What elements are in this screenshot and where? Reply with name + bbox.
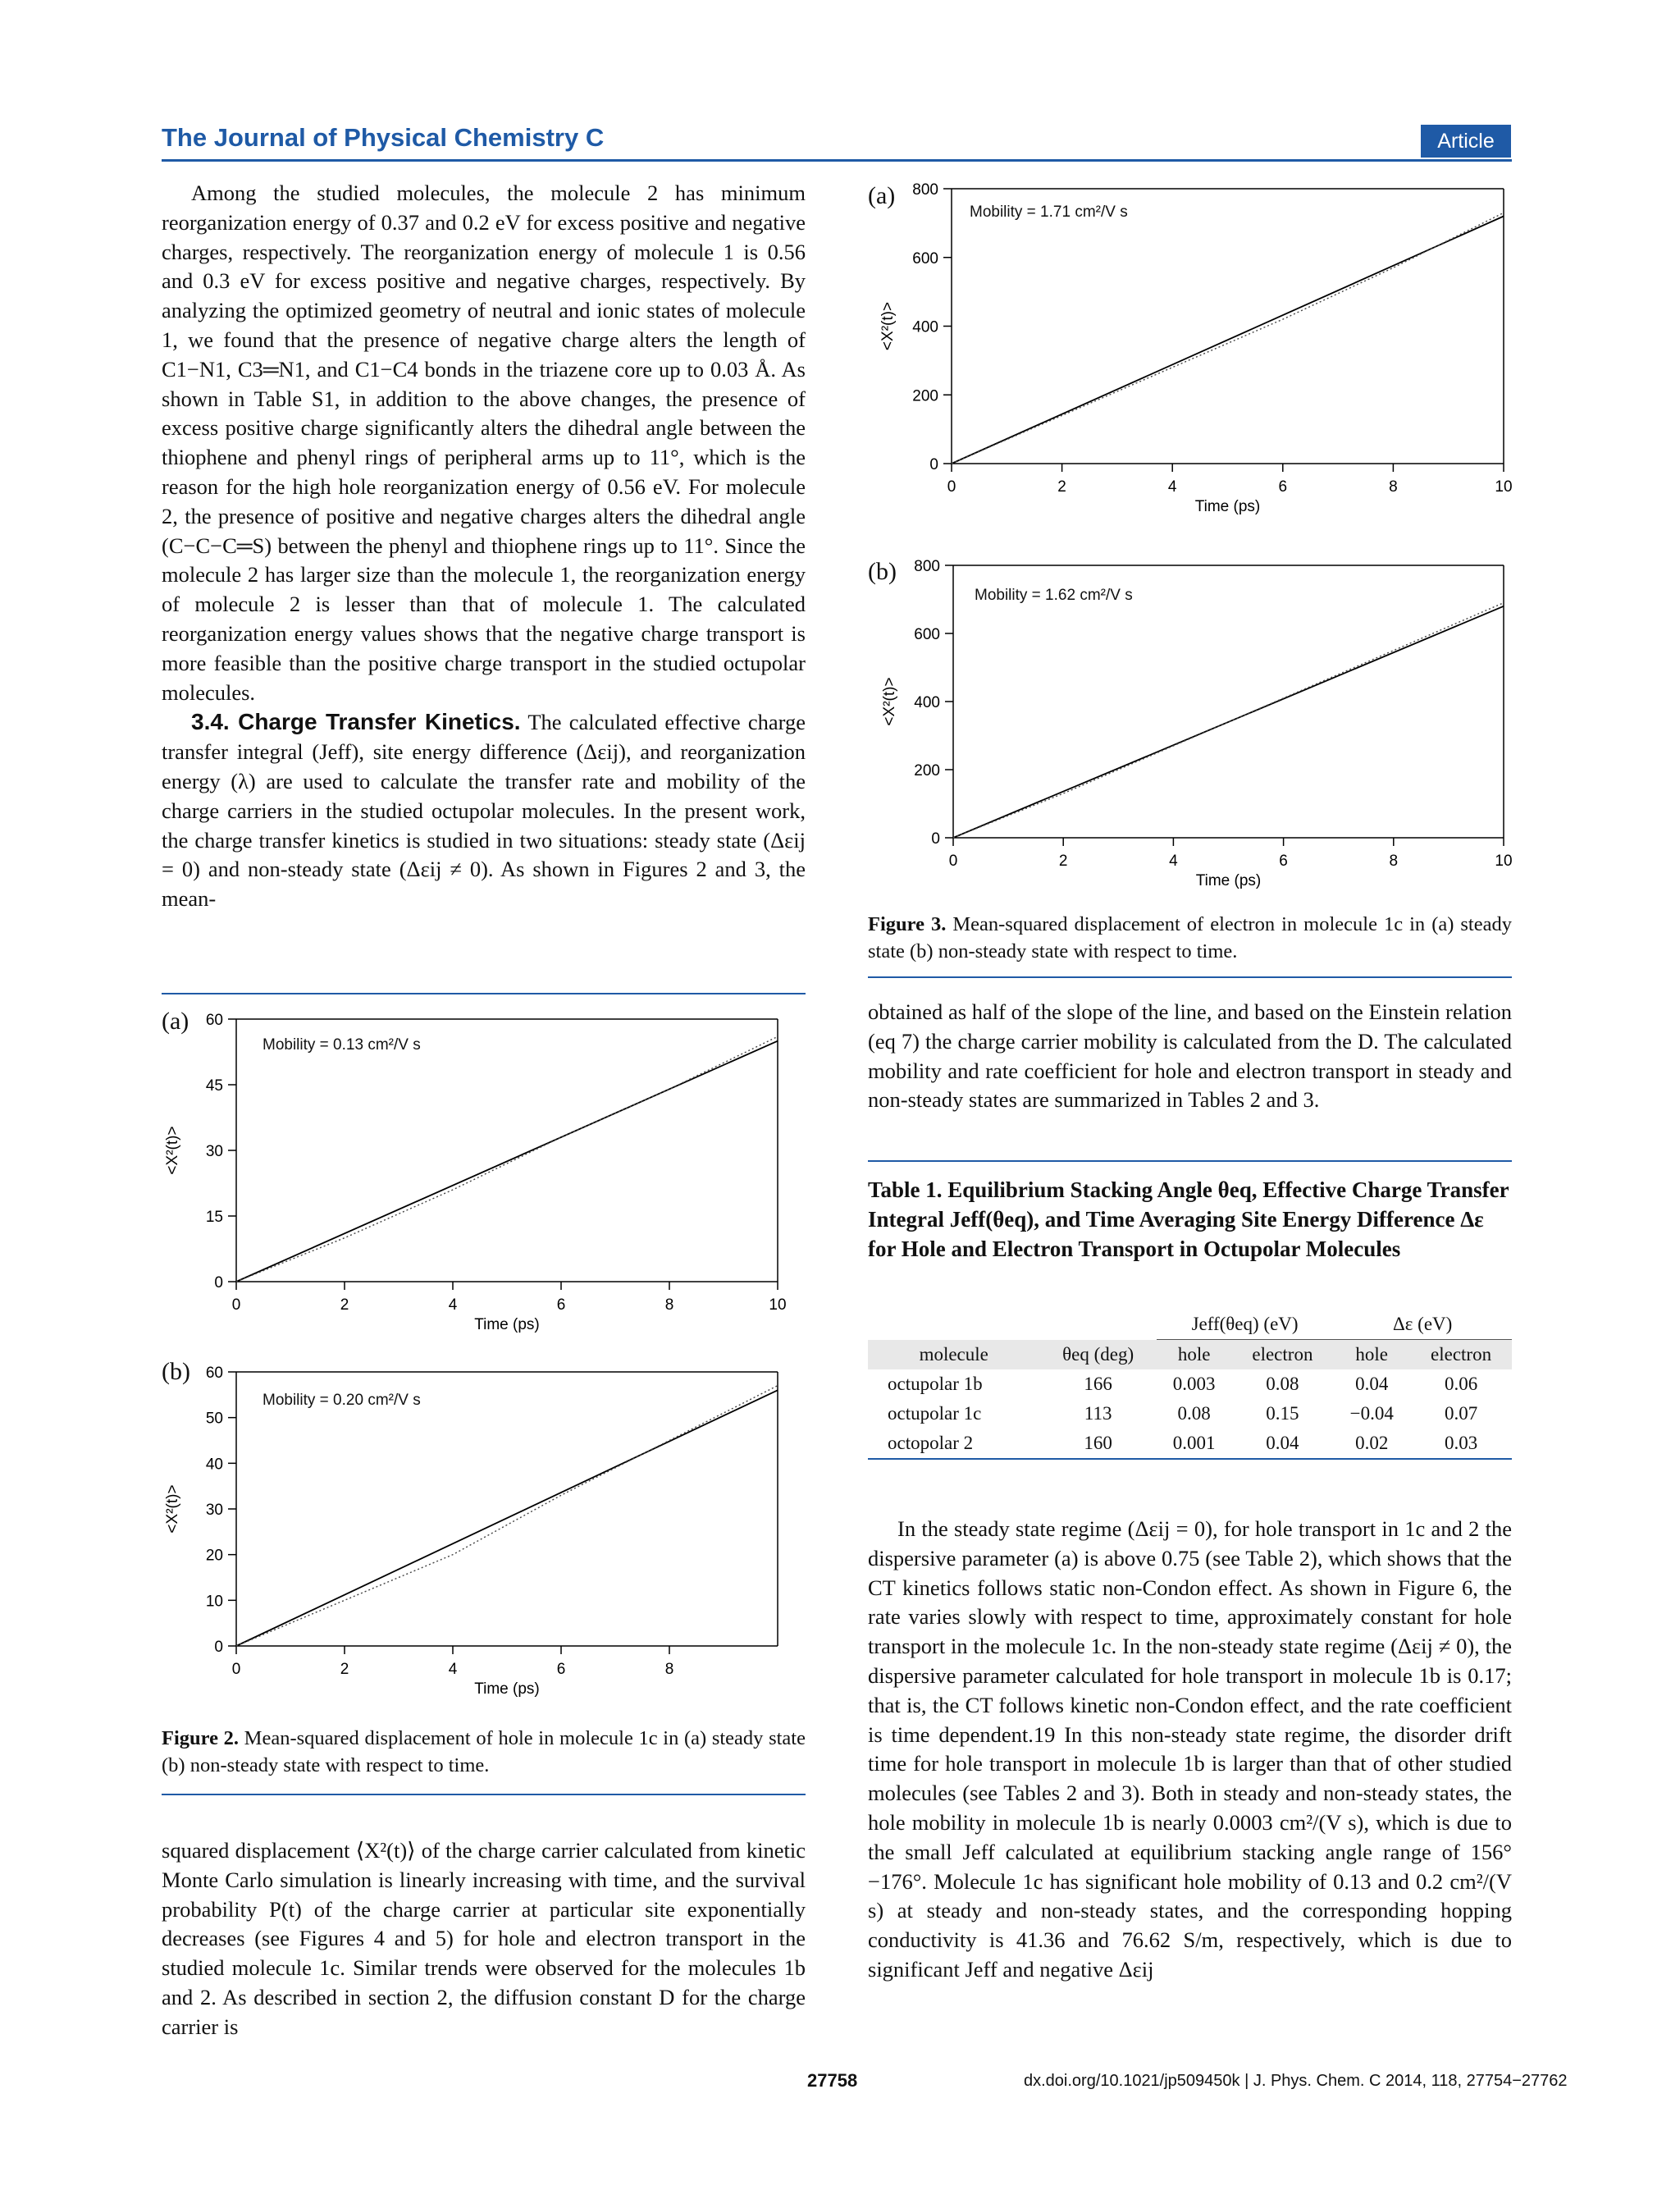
cell-theta: 166 [1084,1374,1112,1394]
page-number: 27758 [807,2070,858,2091]
table-row [868,1369,1512,1399]
x-tick-label: 6 [1278,478,1288,496]
fig3a-label: (a) [868,182,896,209]
x-tick-label: 4 [448,1661,458,1678]
cell-delec: 0.06 [1444,1374,1478,1394]
y-tick-label: 0 [929,456,938,473]
y-axis-label: <X²(t)> [164,1126,181,1175]
y-axis-label: <X²(t)> [879,301,897,351]
cell-theta: 113 [1084,1403,1112,1424]
fig3-caption-text: Mean-squared displacement of electron in molecule 1c in (a) steady state (b) non-steady state with respect to time. [868,913,1512,962]
cell-molecule: octupolar 1b [888,1374,983,1394]
x-tick-label: 4 [1167,478,1177,496]
left-text-bottom [162,1836,806,2042]
y-tick-label: 800 [912,181,938,199]
y-tick-label: 30 [205,1502,223,1519]
y-tick-label: 0 [214,1639,223,1656]
x-tick-label: 2 [1057,478,1066,496]
y-tick-label: 200 [914,762,940,779]
paragraph-kinetics [162,707,806,914]
fig3-caption-label: Figure 3. [868,913,947,935]
table1-de-group: Δε (eV) [1333,1310,1512,1340]
paragraph-kinetics-body: The calculated effective charge transfer integral (Jeff), site energy difference (Δεij), and reorganization energy (λ) are used to calculate the transfer rate and mobility of the charge carriers in the studied octupolar molecules. In the present work, the charge transfer kinetics is studied in two situations: steady state (Δεij = 0) and non-steady state (Δεij ≠ 0). As shown in Figures 2 and 3, the mean- [162,710,806,912]
table-row [868,1429,1512,1459]
y-tick-label: 60 [205,1012,223,1029]
y-tick-label: 50 [205,1410,223,1428]
fit-line [236,1390,778,1646]
fig3b-mobility: Mobility = 1.62 cm²/V s [975,587,1133,604]
x-tick-label: 10 [1495,853,1513,870]
right-text-top [868,998,1512,1115]
x-tick-label: 8 [664,1296,674,1314]
x-axis-label: Time (ps) [1195,872,1262,889]
x-axis-label: Time (ps) [474,1680,540,1698]
x-tick-label: 0 [948,853,958,870]
y-axis-label: <X²(t)> [881,677,898,726]
y-tick-label: 40 [205,1456,223,1474]
cell-jhole: 0.003 [1172,1374,1216,1394]
y-tick-label: 45 [205,1077,223,1095]
journal-title: The Journal of Physical Chemistry C [162,123,605,152]
fig3b-label: (b) [868,558,897,585]
table-row [868,1399,1512,1429]
cell-dhole: 0.02 [1355,1433,1389,1453]
col-de-hole: hole [1355,1344,1389,1365]
col-jeff-electron: electron [1252,1344,1313,1365]
x-tick-label: 2 [1058,853,1068,870]
col-molecule: molecule [919,1343,988,1365]
fig2-bottom-rule [162,1794,806,1795]
y-tick-label: 200 [912,387,938,405]
fig2-caption-label: Figure 2. [162,1727,239,1749]
cell-dhole: −0.04 [1349,1403,1394,1424]
x-tick-label: 10 [769,1296,787,1314]
fig3a-mobility: Mobility = 1.71 cm²/V s [970,203,1128,221]
y-tick-label: 400 [912,318,938,336]
table1 [868,1310,1512,1460]
fit-line [953,606,1504,838]
cell-molecule: octupolar 1c [888,1403,982,1424]
doi-citation: dx.doi.org/10.1021/jp509450k | J. Phys. Chem. C 2014, 118, 27754−27762 [1024,2072,1568,2090]
fig2-caption-text: Mean-squared displacement of hole in molecule 1c in (a) steady state (b) non-steady state with respect to time. [162,1727,806,1776]
fig2b-label: (b) [162,1358,190,1385]
article-badge: Article [1421,125,1511,158]
y-tick-label: 20 [205,1547,223,1565]
x-tick-label: 0 [947,478,956,496]
cell-delec: 0.07 [1444,1403,1478,1424]
y-tick-label: 60 [205,1365,223,1382]
y-tick-label: 30 [205,1143,223,1160]
paragraph-msd: squared displacement ⟨X²(t)⟩ of the charge carrier calculated from kinetic Monte Carlo simulation is linearly increasing with time, and the survival probability P(t) of the charge carrier at particular site exponentially decreases (see Figures 4 and 5) for hole and electron transport in the studied molecule 1c. Similar trends were observed for the molecules 1b and 2. As described in section 2, the diffusion constant D for the charge carrier is [162,1838,806,2039]
y-axis-label: <X²(t)> [164,1484,181,1534]
fit-line [952,217,1504,464]
cell-jhole: 0.001 [1172,1433,1216,1453]
x-tick-label: 6 [1279,853,1288,870]
y-tick-label: 600 [914,626,940,643]
col-jeff-hole: hole [1177,1344,1211,1365]
y-tick-label: 800 [914,558,940,575]
cell-molecule: octopolar 2 [888,1433,974,1453]
x-tick-label: 6 [556,1661,566,1678]
section-heading: 3.4. Charge Transfer Kinetics. [191,709,521,735]
x-tick-label: 4 [1169,853,1178,870]
fig2-top-rule [162,993,806,994]
y-tick-label: 10 [205,1593,223,1611]
cell-jhole: 0.08 [1177,1403,1211,1424]
cell-dhole: 0.04 [1355,1374,1389,1394]
fig3-bottom-rule [868,976,1512,978]
x-tick-label: 8 [1389,478,1398,496]
x-tick-label: 0 [231,1296,241,1314]
cell-delec: 0.03 [1444,1433,1478,1453]
x-tick-label: 6 [556,1296,566,1314]
y-tick-label: 400 [914,694,940,711]
table1-group-header [868,1310,1512,1340]
x-tick-label: 4 [448,1296,458,1314]
x-axis-label: Time (ps) [1194,498,1261,515]
x-tick-label: 2 [340,1661,349,1678]
table1-jeff-group: Jeff(θeq) (eV) [1157,1310,1333,1340]
y-tick-label: 600 [912,249,938,267]
y-tick-label: 0 [214,1274,223,1292]
x-tick-label: 8 [1389,853,1399,870]
paragraph-reorganization: Among the studied molecules, the molecule 2 has minimum reorganization energy of 0.37 and 0.2 eV for excess positive and negative charges, respectively. The reorganization energy of molecule 1 is 0.56 and 0.3 eV for excess positive and negative charges, respectively. By analyzing the optimized geometry of neutral and ionic states of molecule 1, we found that the presence of negative charge alters the length of C1−N1, C3═N1, and C1−C4 bonds in the triazene core up to 0.03 Å. As shown in Table S1, in addition to the above changes, the presence of excess positive charge significantly alters the dihedral angle between the thiophene and phenyl rings of peripheral arms up to 11°, which is the reason for the high hole reorganization energy of 0.56 eV. For molecule 2, the presence of positive and negative charges alters the dihedral angle (C−C−C═S) between the phenyl and thiophene rings up to 11°. Since the molecule 2 has larger size than the molecule 1, the reorganization energy of molecule 2 is lesser than that of molecule 1. The calculated reorganization energy values shows that the negative charge transport is more feasible than the positive charge transport in the studied octupolar molecules. [162,181,806,705]
col-theta: θeq (deg) [1062,1343,1134,1365]
y-tick-label: 0 [931,830,940,848]
y-tick-label: 15 [205,1209,223,1226]
left-text-top [162,179,806,914]
cell-jelec: 0.08 [1266,1374,1299,1394]
paragraph-einstein: obtained as half of the slope of the line, and based on the Einstein relation (eq 7) the charge carrier mobility is calculated from the D. The calculated mobility and rate coefficient for hole and electron transport in steady and non-steady states are summarized in Tables 2 and 3. [868,999,1512,1113]
cell-jelec: 0.04 [1266,1433,1299,1453]
cell-theta: 160 [1084,1433,1112,1453]
fig3-caption [868,911,1512,965]
x-axis-label: Time (ps) [474,1316,540,1333]
x-tick-label: 2 [340,1296,349,1314]
table1-title: Table 1. Equilibrium Stacking Angle θeq, Effective Charge Transfer Integral Jeff(θeq), and Time Averaging Site Energy Difference Δε for Hole and Electron Transport in Octupolar Molecules [868,1177,1509,1261]
fig3a-chart [853,176,1518,537]
fig2-caption [162,1725,806,1779]
x-tick-label: 8 [664,1661,674,1678]
header-rule [162,159,1512,162]
fig2a-label: (a) [162,1008,189,1035]
fig2a-mobility: Mobility = 0.13 cm²/V s [262,1036,421,1054]
x-tick-label: 0 [231,1661,241,1678]
fig2b-mobility: Mobility = 0.20 cm²/V s [262,1392,421,1409]
fig2a-chart [156,1003,804,1347]
table1-column-header [868,1340,1512,1370]
cell-jelec: 0.15 [1266,1403,1299,1424]
fit-line [236,1041,778,1282]
col-de-electron: electron [1431,1344,1492,1365]
paragraph-steady-state: In the steady state regime (Δεij = 0), for hole transport in 1c and 2 the dispersive parameter (a) is above 0.75 (see Table 2), which shows that the CT kinetics follows static non-Condon effect. As shown in Figure 6, the rate varies slowly with respect to time, approximately constant for hole transport in the molecule 1c. In the non-steady state regime (Δεij ≠ 0), the dispersive parameter calculated for hole transport in molecule 1b is 0.17; that is, the CT follows kinetic non-Condon effect, and the rate coefficient is time dependent.19 In this non-steady state regime, the disorder drift time for hole transport in molecule 1b is larger than that of other studied molecules (see Tables 2 and 3). Both in steady and non-steady states, the hole mobility in molecule 1b is nearly 0.0003 cm²/(V s), which is due to the small Jeff calculated at equilibrium stacking angle range of 156°−176°. Molecule 1c has significant hole mobility of 0.13 and 0.2 cm²/(V s) at steady and non-steady states, and the corresponding hopping conductivity is 41.36 and 76.62 S/m, respectively, which is due to significant Jeff and negative Δεij [868,1516,1512,1982]
table1-top-rule [868,1160,1512,1162]
fig2b-chart [156,1354,804,1698]
fig3b-chart [853,554,1518,898]
x-tick-label: 10 [1495,478,1513,496]
right-text-bottom [868,1515,1512,1985]
